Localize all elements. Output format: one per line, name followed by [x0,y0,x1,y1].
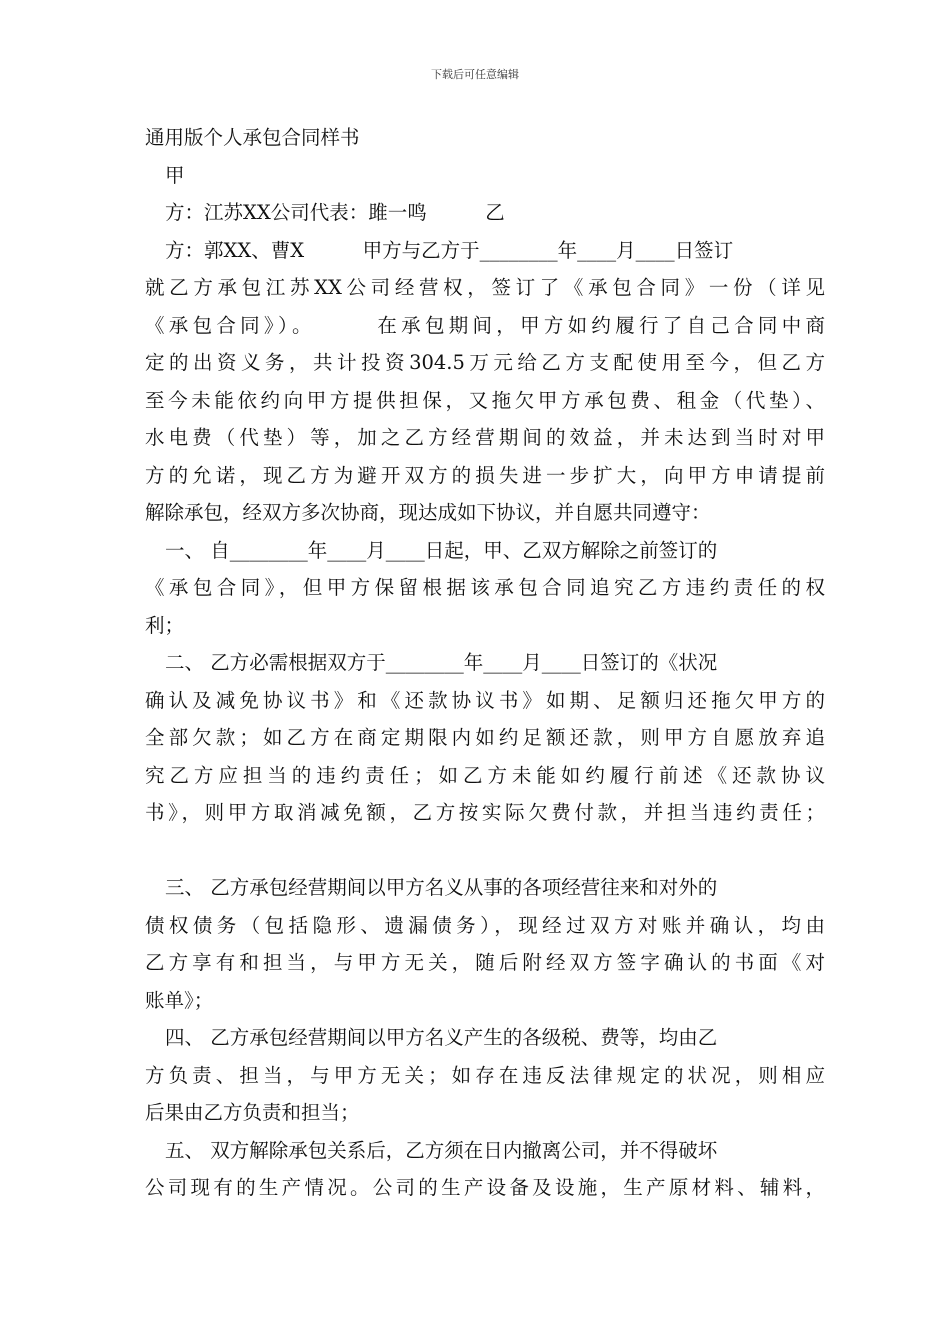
doc-line: 方：郭XX、曹X 甲方与乙方于________年____月____日签订 [165,238,734,262]
clause-3: 三、 乙方承包经营期间以甲方名义从事的各项经营往来和对外的 [165,876,718,899]
doc-line: 方负责、担当，与甲方无关；如存在违反法律规定的状况，则相应 [145,1063,825,1087]
doc-line: 就乙方承包江苏XX公司经营权，签订了《承包合同》一份（详见 [145,276,825,299]
doc-line: 方：江苏XX公司代表：雎一鸣 乙 [165,201,505,224]
clause-4: 四、 乙方承包经营期间以甲方名义产生的各级税、费等，均由乙 [165,1026,718,1049]
doc-line: 《承包合同》）。 在承包期间，甲方如约履行了自己合同中商 [145,313,825,337]
doc-line: 乙方享有和担当，与甲方无关，随后附经双方签字确认的书面《对 [145,951,825,974]
doc-line: 书》，则甲方取消减免额，乙方按实际欠费付款，并担当违约责任； [145,801,825,824]
clause-1: 一、 自________年____月____日起，甲、乙双方解除之前签订的 [165,538,718,562]
doc-line: 方的允诺，现乙方为避开双方的损失进一步扩大，向甲方申请提前 [145,463,825,487]
doc-line: 水电费（代垫）等，加之乙方经营期间的效益，并未达到当时对甲 [145,426,825,449]
document-title: 通用版个人承包合同样书 [145,126,360,149]
doc-line: 账单》； [145,988,214,1012]
doc-line: 确认及减免协议书》和《还款协议书》如期、足额归还拖欠甲方的 [145,688,825,712]
doc-line: 全部欠款；如乙方在商定期限内如约足额还款，则甲方自愿放弃追 [145,726,825,749]
doc-line: 《承包合同》，但甲方保留根据该承包合同追究乙方违约责任的权 [145,576,825,599]
doc-line: 利； [145,613,185,637]
clause-2: 二、 乙方必需根据双方于________年____月____日签订的《状况 [165,651,718,674]
doc-line: 究乙方应担当的违约责任；如乙方未能如约履行前述《还款协议 [145,763,825,787]
doc-line: 解除承包，经双方多次协商，现达成如下协议，并自愿共同遵守： [145,501,711,524]
doc-line: 后果由乙方负责和担当； [145,1101,360,1124]
doc-line: 公司现有的生产情况。公司的生产设备及设施，生产原材料、辅料， [145,1176,825,1199]
doc-line: 定的出资义务，共计投资304.5万元给乙方支配使用至今，但乙方 [145,351,825,374]
page-header: 下载后可任意编辑 [431,68,519,81]
clause-5: 五、 双方解除承包关系后，乙方须在日内撤离公司，并不得破坏 [165,1138,718,1162]
doc-line: 至今未能依约向甲方提供担保，又拖欠甲方承包费、租金（代垫）、 [145,388,825,412]
paragraph-gap [145,832,825,870]
doc-line: 甲 [165,163,185,187]
document-body [145,119,825,1207]
doc-line: 债权债务（包括隐形、遗漏债务），现经过双方对账并确认，均由 [145,913,825,937]
